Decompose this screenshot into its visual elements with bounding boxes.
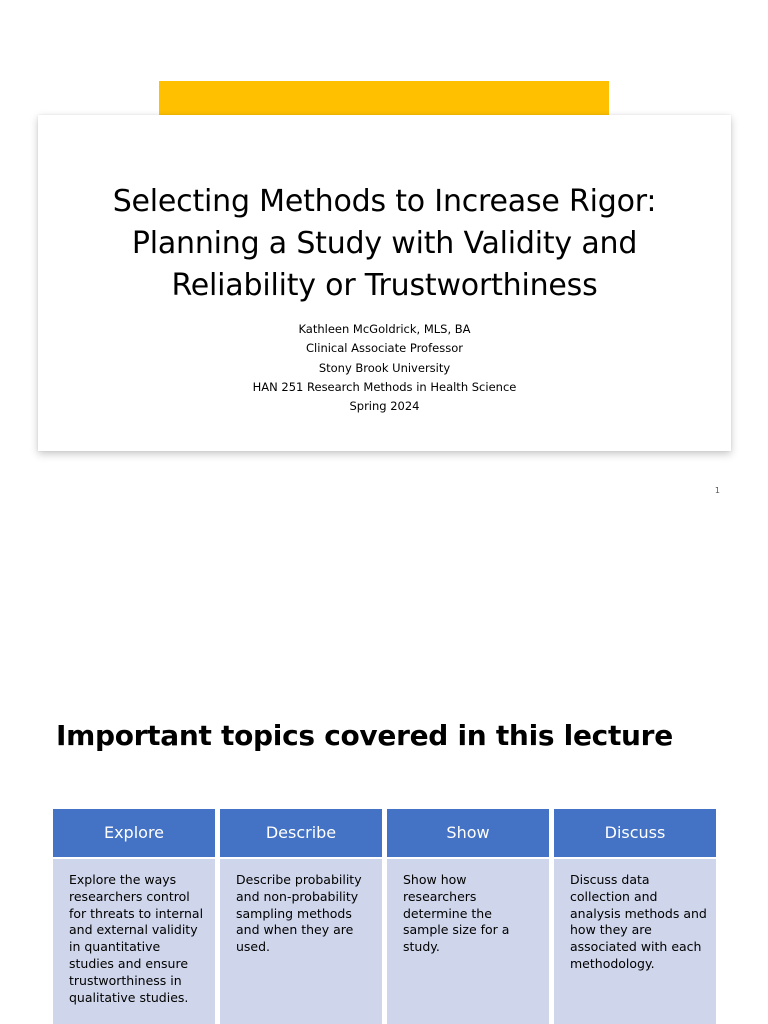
topic-card-discuss	[554, 809, 716, 1024]
term: Spring 2024	[349, 399, 420, 414]
institution: Stony Brook University	[318, 360, 451, 375]
topics-heading: Important topics covered in this lecture	[56, 719, 673, 752]
course-name: HAN 251 Research Methods in Health Science	[252, 379, 517, 394]
topic-description: Describe probability and non-probability sampling methods and when they are used.	[220, 857, 382, 1024]
topic-description: Explore the ways researchers control for threats to internal and external validity in quantitative studies and ensure trustworthiness in qualitative studies.	[53, 857, 215, 1024]
topic-description: Show how researchers determine the sample size for a study.	[387, 857, 549, 1024]
topic-card-describe	[220, 809, 382, 1024]
topic-header: Show	[387, 809, 549, 857]
accent-bar	[159, 81, 609, 115]
author-position: Clinical Associate Professor	[306, 341, 463, 356]
slide-title-line: Selecting Methods to Increase Rigor:	[112, 184, 657, 219]
topic-card-explore	[53, 809, 215, 1024]
page-number: 1	[714, 486, 720, 495]
slide-title-line: Planning a Study with Validity and	[131, 226, 638, 261]
topic-header: Discuss	[554, 809, 716, 857]
topic-card-show	[387, 809, 549, 1024]
slide-subtitle	[38, 320, 731, 416]
topic-description: Discuss data collection and analysis methods and how they are associated with each methodology.	[554, 857, 716, 1024]
title-slide	[38, 115, 731, 451]
author-name: Kathleen McGoldrick, MLS, BA	[298, 322, 471, 336]
slide-title-line: Reliability or Trustworthiness	[171, 268, 598, 303]
topic-header: Describe	[220, 809, 382, 857]
slide-title	[38, 181, 731, 307]
topic-header: Explore	[53, 809, 215, 857]
